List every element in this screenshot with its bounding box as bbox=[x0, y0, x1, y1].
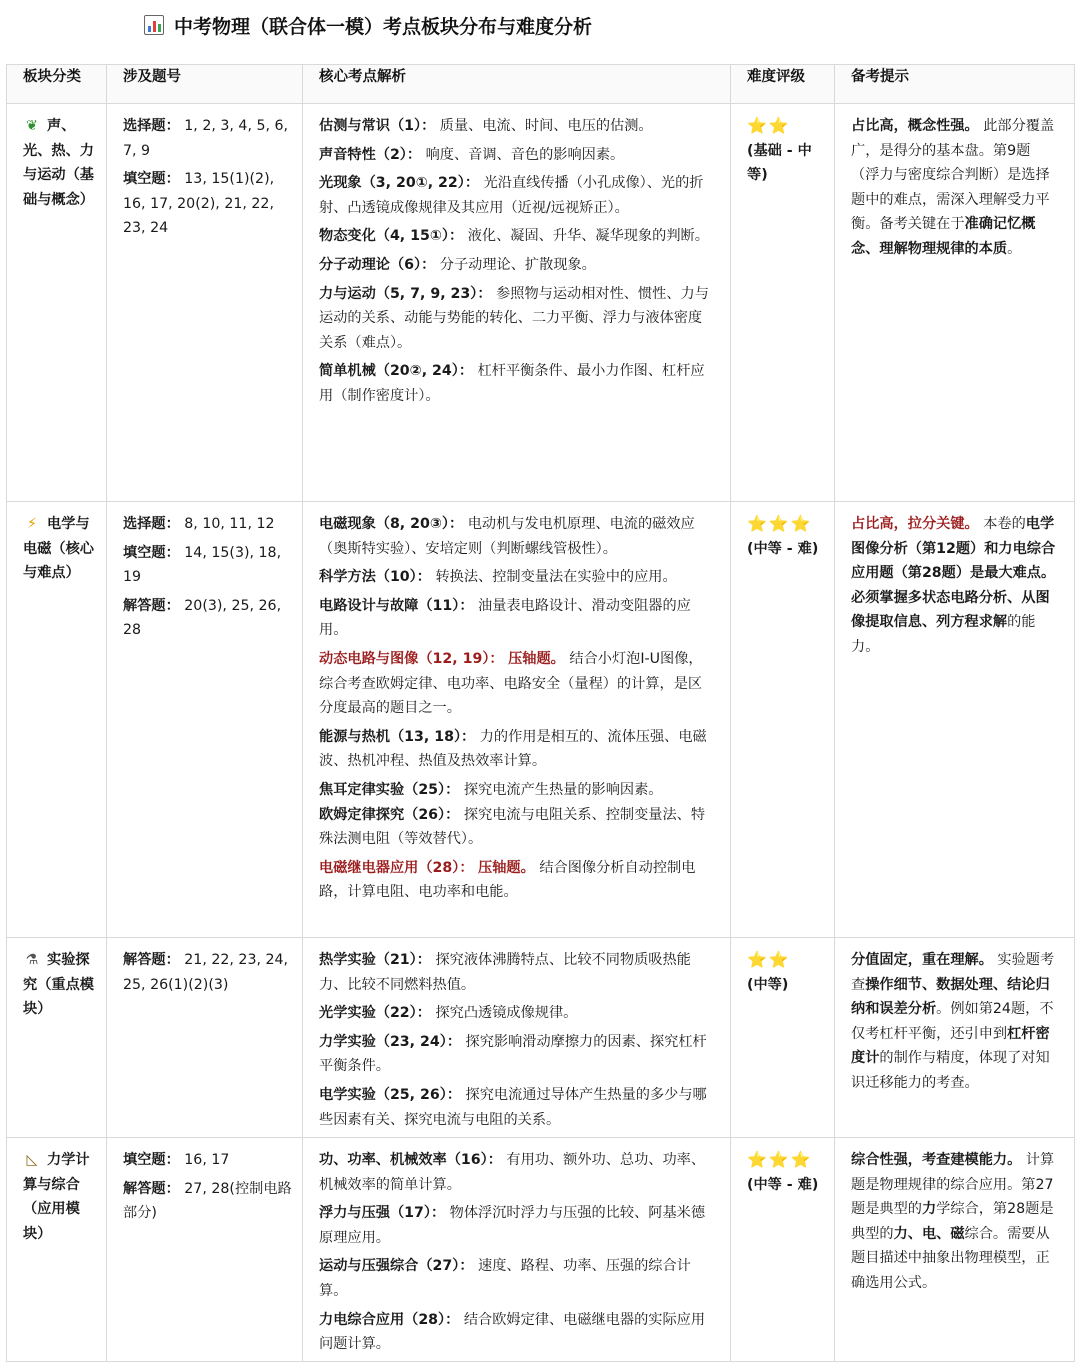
topic-item: 力电综合应用（28）： 结合欧姆定律、电磁继电器的实际应用问题计算。 bbox=[319, 1311, 706, 1353]
question-type-label: 选择题： bbox=[123, 118, 180, 134]
analysis-cell bbox=[303, 502, 731, 938]
header-category: 板块分类 bbox=[7, 65, 107, 104]
topic-item: 电磁现象（8, 20③）： 电动机与发电机原理、电流的磁效应（奥斯特实验）、安培定则（判断螺线管极性）。 bbox=[319, 516, 695, 557]
title-text: 中考物理（联合体一模）考点板块分布与难度分析 bbox=[174, 15, 593, 38]
category-label: 实验探究（重点模块） bbox=[23, 952, 94, 1018]
page-title bbox=[144, 10, 592, 40]
category-label: 电学与电磁（核心与难点） bbox=[23, 516, 94, 582]
question-type-label: 填空题： bbox=[123, 171, 180, 188]
question-type-label: 解答题： bbox=[123, 952, 180, 968]
topic-item: 力与运动（5, 7, 9, 23）： 参照物与运动相对性、惯性、力与运动的关系、动能与势能的转化、二力平衡、浮力与液体密度关系（难点）。 bbox=[319, 285, 709, 351]
header-difficulty: 难度评级 bbox=[731, 65, 835, 104]
topic-item: 电学实验（25, 26）： 探究电流通过导体产生热量的多少与哪些因素有关、探究电流与电阻的关系。 bbox=[319, 1086, 707, 1128]
lightning-icon: ⚡ bbox=[27, 516, 37, 532]
topic-item: 估测与常识（1）： 质量、电流、时间、电压的估测。 bbox=[319, 118, 653, 134]
header-row bbox=[7, 65, 1075, 104]
category-label: 力学计算与综合（应用模块） bbox=[23, 1152, 90, 1242]
category-cell bbox=[7, 502, 107, 938]
star-icon: ⭐⭐⭐ bbox=[747, 1150, 813, 1169]
question-type-label: 解答题： bbox=[123, 597, 180, 614]
difficulty-label: (中等 - 难) bbox=[747, 1176, 819, 1193]
category-label: 声、光、热、力与运动（基础与概念） bbox=[23, 118, 94, 208]
topic-item: 欧姆定律探究（26）： 探究电流与电阻关系、控制变量法、特殊法测电阻（等效替代）。 bbox=[319, 806, 706, 848]
question-type-label: 解答题： bbox=[123, 1180, 180, 1197]
header-questions: 涉及题号 bbox=[107, 65, 303, 104]
category-cell bbox=[7, 938, 107, 1138]
topic-item: 分子动理论（6）： 分子动理论、扩散现象。 bbox=[319, 256, 596, 273]
microscope-icon: ⚗ bbox=[25, 952, 39, 968]
difficulty-label: (中等 - 难) bbox=[747, 540, 819, 557]
difficulty-cell bbox=[731, 502, 835, 938]
topic-item: 焦耳定律实验（25）： 探究电流产生热量的影响因素。 bbox=[319, 781, 663, 798]
question-numbers: 20(3), 25, 26, 28 bbox=[123, 597, 282, 639]
questions-cell bbox=[107, 1138, 303, 1362]
difficulty-label: (中等) bbox=[747, 976, 789, 993]
difficulty-cell bbox=[731, 104, 835, 502]
tips-cell: 占比高，拉分关键。 本卷的电学图像分析（第12题）和力电综合应用题（第28题）是最大难点。必须掌握多状态电路分析、从图像提取信息、列方程求解的能力。 bbox=[835, 502, 1075, 938]
header-tips: 备考提示 bbox=[835, 65, 1075, 104]
topic-item-hot: 动态电路与图像（12, 19）： 压轴题。 结合小灯泡I-U图像，综合考查欧姆定律、电功率、电路安全（量程）的计算，是区分度最高的题目之一。 bbox=[319, 650, 703, 717]
question-numbers: 16, 17 bbox=[184, 1152, 230, 1168]
question-type-label: 选择题： bbox=[123, 516, 180, 532]
question-numbers: 13, 15(1)(2), 16, 17, 20(2), 21, 22, 23, 24 bbox=[123, 171, 275, 237]
topic-item: 光现象（3, 20①, 22）： 光沿直线传播（小孔成像）、光的折射、凸透镜成像规律及其应用（近视/远视矫正）。 bbox=[319, 175, 704, 216]
tips-cell: 综合性强，考查建模能力。 计算题是物理规律的综合应用。第27题是典型的力学综合，第28题是典型的力、电、磁综合。需要从题目描述中抽象出物理模型，正确选用公式。 bbox=[835, 1138, 1075, 1362]
questions-cell bbox=[107, 502, 303, 938]
topic-item: 物态变化（4, 15①）： 液化、凝固、升华、凝华现象的判断。 bbox=[319, 228, 709, 245]
topic-item: 力学实验（23, 24）： 探究影响滑动摩擦力的因素、探究杠杆平衡条件。 bbox=[319, 1033, 707, 1075]
analysis-cell bbox=[303, 938, 731, 1138]
leaf-icon: ❦ bbox=[26, 118, 38, 134]
table-row bbox=[7, 1138, 1075, 1362]
question-type-label: 填空题： bbox=[123, 544, 180, 561]
topic-item: 科学方法（10）： 转换法、控制变量法在实验中的应用。 bbox=[319, 569, 677, 586]
triangle-ruler-icon: ◺ bbox=[26, 1152, 38, 1168]
topic-item: 简单机械（20②, 24）： 杠杆平衡条件、最小力作图、杠杆应用（制作密度计）。 bbox=[319, 363, 705, 404]
topic-item: 浮力与压强（17）： 物体浮沉时浮力与压强的比较、阿基米德原理应用。 bbox=[319, 1205, 706, 1246]
questions-cell bbox=[107, 104, 303, 502]
difficulty-cell bbox=[731, 938, 835, 1138]
question-type-label: 填空题： bbox=[123, 1152, 180, 1168]
analysis-cell bbox=[303, 104, 731, 502]
table-row bbox=[7, 502, 1075, 938]
question-numbers: 8, 10, 11, 12 bbox=[184, 516, 275, 532]
category-cell bbox=[7, 1138, 107, 1362]
difficulty-cell bbox=[731, 1138, 835, 1362]
topic-item: 能源与热机（13, 18）： 力的作用是相互的、流体压强、电磁波、热机冲程、热值及热效率计算。 bbox=[319, 728, 707, 770]
category-cell bbox=[7, 104, 107, 502]
tips-cell: 分值固定，重在理解。 实验题考查操作细节、数据处理、结论归纳和误差分析。例如第24题，不仅考杠杆平衡，还引申到杠杆密度计的制作与精度，体现了对知识迁移能力的考查。 bbox=[835, 938, 1075, 1138]
topic-item: 光学实验（22）： 探究凸透镜成像规律。 bbox=[319, 1005, 578, 1022]
question-numbers: 21, 22, 23, 24, 25, 26(1)(2)(3) bbox=[123, 952, 289, 993]
star-icon: ⭐⭐ bbox=[747, 950, 791, 969]
header-analysis: 核心考点解析 bbox=[303, 65, 731, 104]
topic-item: 热学实验（21）： 探究液体沸腾特点、比较不同物质吸热能力、比较不同燃料热值。 bbox=[319, 952, 691, 993]
question-numbers: 27, 28(控制电路部分) bbox=[123, 1180, 292, 1222]
star-icon: ⭐⭐ bbox=[747, 116, 791, 135]
star-icon: ⭐⭐⭐ bbox=[747, 514, 813, 533]
topic-item: 功、功率、机械效率（16）： 有用功、额外功、总功、功率、机械效率的简单计算。 bbox=[319, 1152, 706, 1193]
questions-cell bbox=[107, 938, 303, 1138]
difficulty-label: (基础 - 中等) bbox=[747, 142, 812, 184]
topic-item: 声音特性（2）： 响度、音调、音色的影响因素。 bbox=[319, 146, 625, 163]
bar-chart-icon bbox=[144, 15, 164, 35]
table-row bbox=[7, 938, 1075, 1138]
table-row bbox=[7, 104, 1075, 502]
question-numbers: 1, 2, 3, 4, 5, 6, 7, 9 bbox=[123, 118, 289, 159]
tips-cell: 占比高，概念性强。 此部分覆盖广，是得分的基本盘。第9题（浮力与密度综合判断）是选择题中的难点，需深入理解受力平衡。备考关键在于准确记忆概念、理解物理规律的本质。 bbox=[835, 104, 1075, 502]
analysis-table bbox=[6, 64, 1075, 1362]
topic-item: 电路设计与故障（11）： 油量表电路设计、滑动变阻器的应用。 bbox=[319, 597, 691, 639]
topic-item: 运动与压强综合（27）： 速度、路程、功率、压强的综合计算。 bbox=[319, 1258, 691, 1299]
analysis-cell bbox=[303, 1138, 731, 1362]
topic-item-hot: 电磁继电器应用（28）： 压轴题。 结合图像分析自动控制电路，计算电阻、电功率和电能。 bbox=[319, 859, 696, 901]
question-numbers: 14, 15(3), 18, 19 bbox=[123, 544, 282, 586]
